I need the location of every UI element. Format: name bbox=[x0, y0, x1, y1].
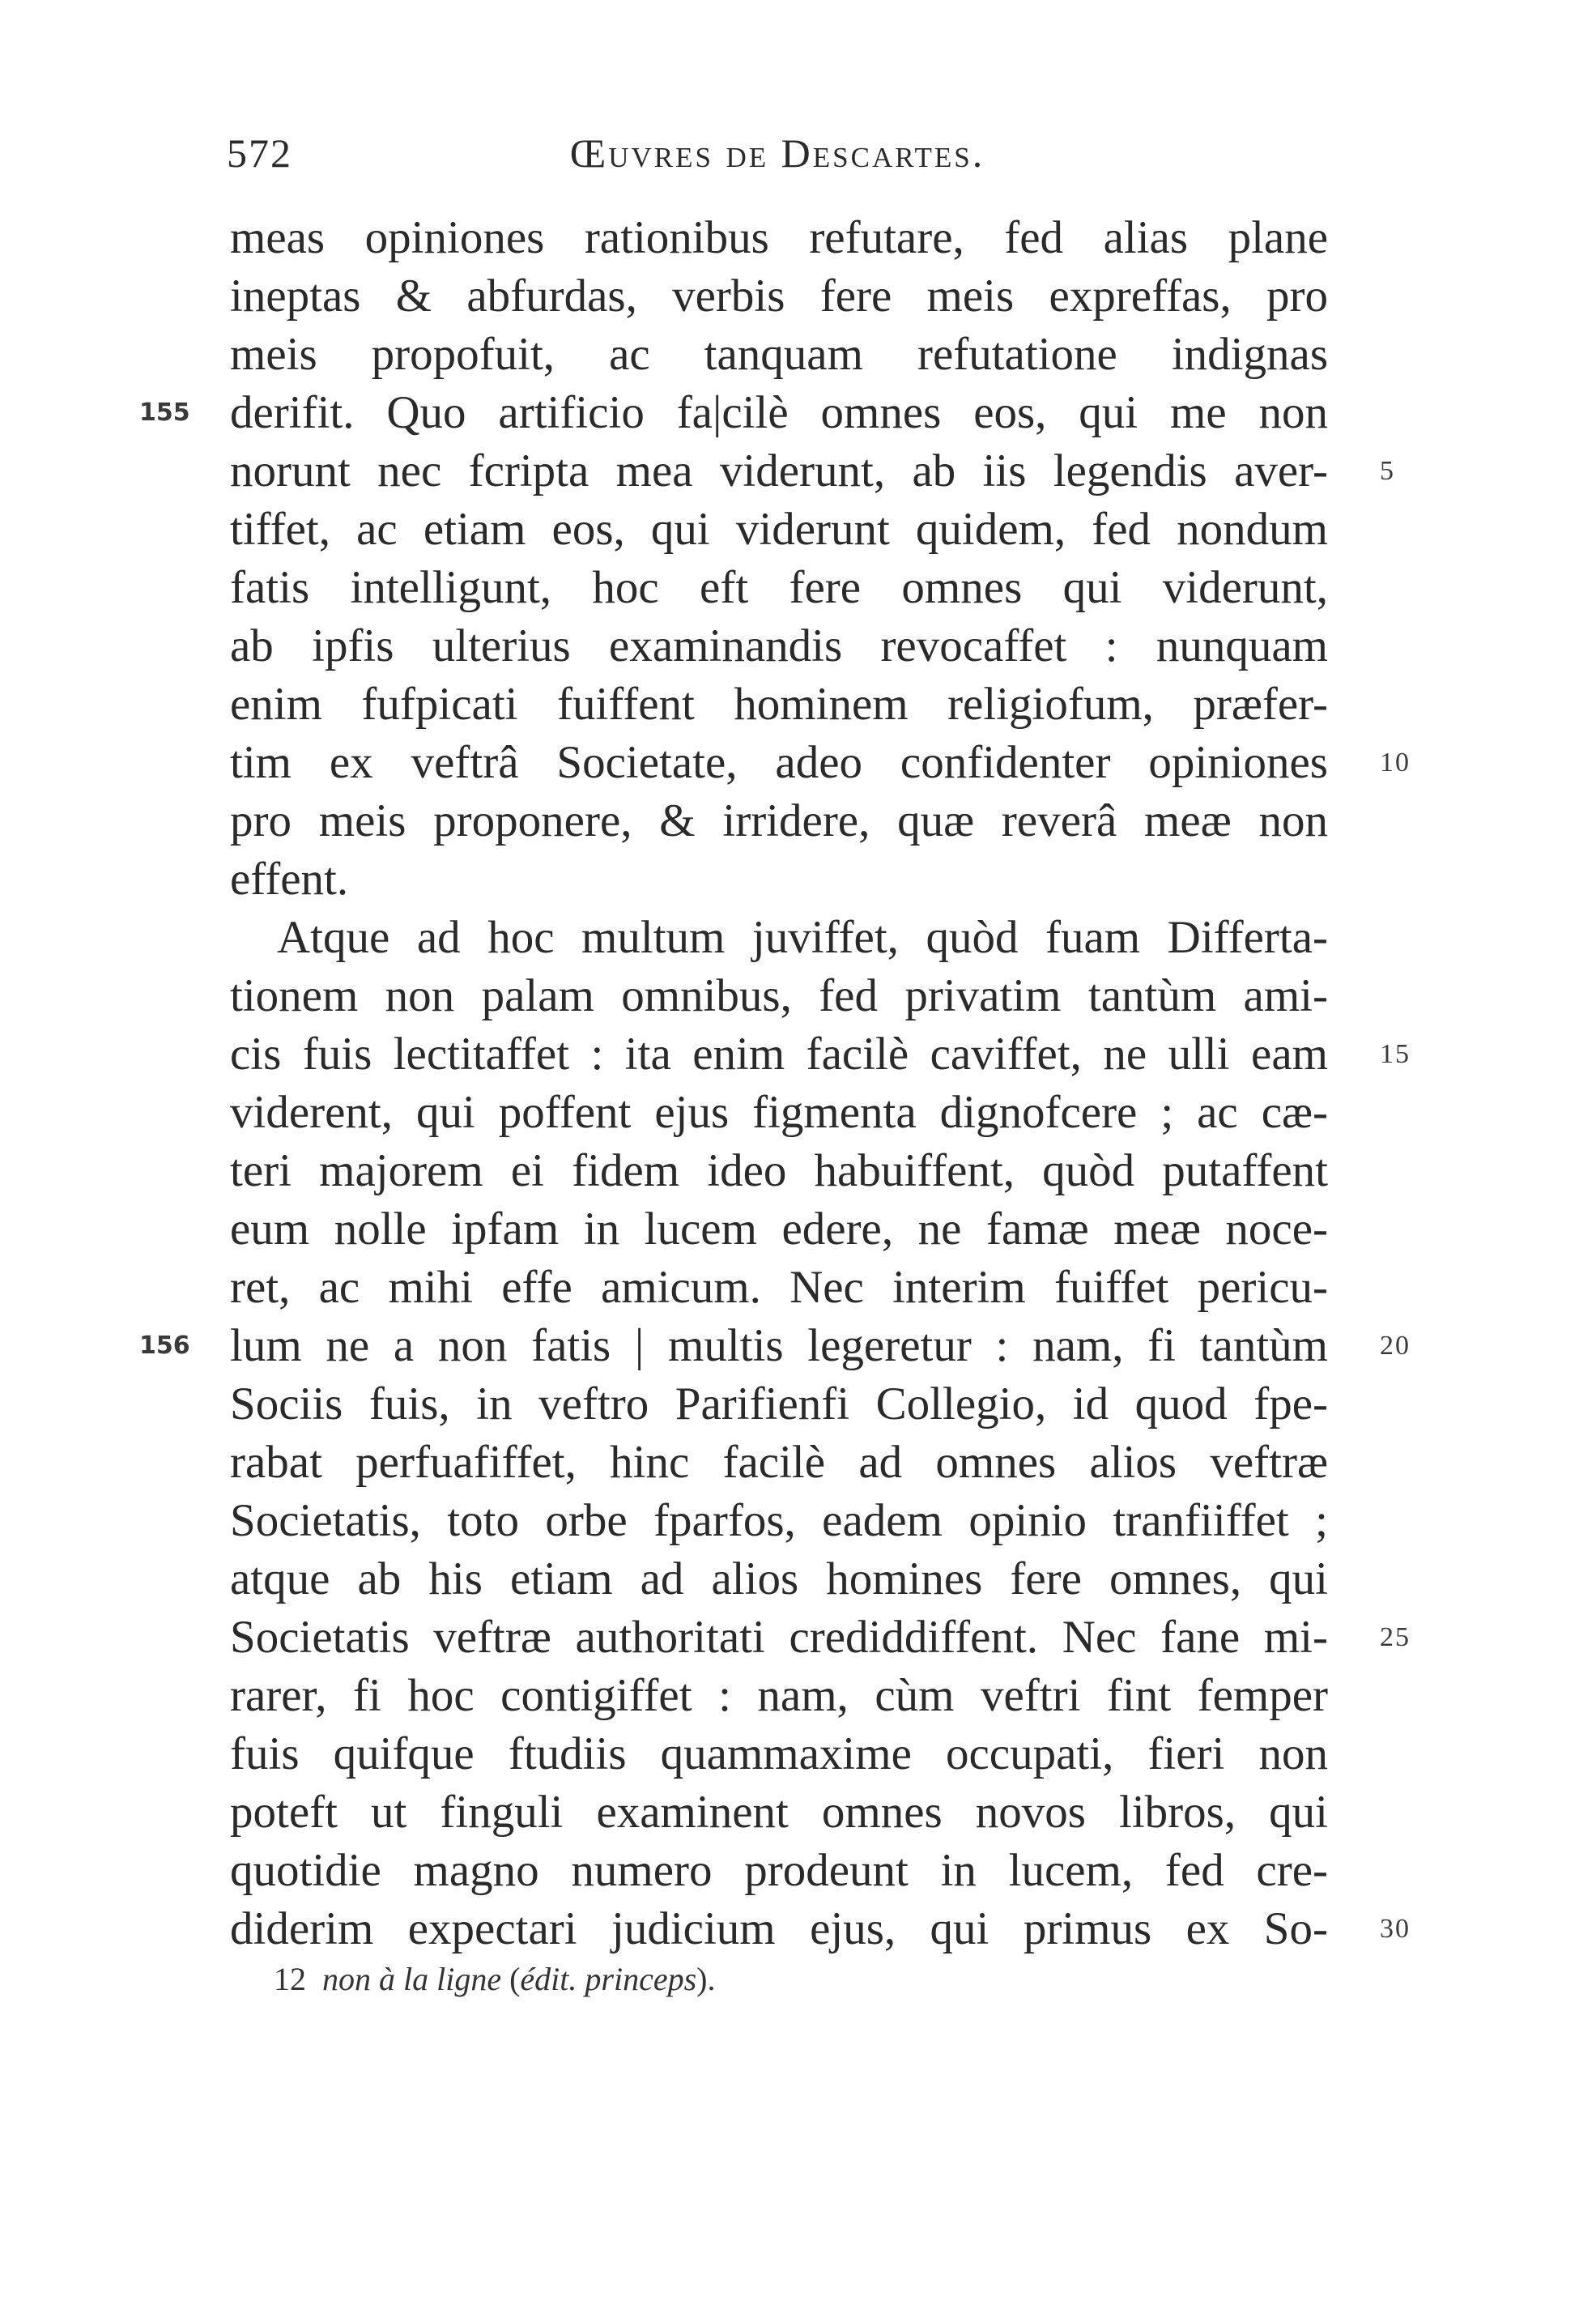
text-line bbox=[230, 909, 1328, 967]
text-line bbox=[230, 1550, 1328, 1608]
line-number: 25 bbox=[1380, 1622, 1411, 1652]
line-text: ret, ac mihi effe amicum. Nec interim fuiffet pericu- bbox=[230, 1262, 1328, 1313]
text-line bbox=[230, 617, 1328, 675]
line-number: 20 bbox=[1380, 1331, 1411, 1361]
text-line bbox=[230, 1434, 1328, 1492]
text-line bbox=[230, 1084, 1328, 1142]
line-text: viderent, qui poffent ejus figmenta dignofcere ; ac cæ- bbox=[230, 1087, 1328, 1138]
line-text: Sociis fuis, in veftro Parifienfi Collegio, id quod fpe- bbox=[230, 1378, 1328, 1429]
text-line bbox=[230, 675, 1328, 734]
line-text: fuis quifque ftudiis quammaxime occupati, fieri non bbox=[230, 1728, 1328, 1779]
line-text: meis propofuit, ac tanquam refutatione indignas bbox=[230, 329, 1328, 380]
line-text: rarer, fi hoc contigiffet : nam, cùm veftri fint femper bbox=[230, 1670, 1328, 1721]
line-number: 15 bbox=[1380, 1039, 1411, 1069]
line-text: tiffet, ac etiam eos, qui viderunt quidem, fed nondum bbox=[230, 504, 1328, 555]
line-text: meas opiniones rationibus refutare, fed alias plane bbox=[230, 212, 1328, 263]
line-text: rabat perfuafiffet, hinc facilè ad omnes alios veftræ bbox=[230, 1437, 1328, 1488]
footnote-paren-close: ). bbox=[696, 1961, 716, 1997]
line-text: Societatis veftræ authoritati crediddiffent. Nec fane mi- bbox=[230, 1612, 1328, 1663]
text-line bbox=[230, 1375, 1328, 1434]
text-line bbox=[230, 1783, 1328, 1842]
line-text: pro meis proponere, & irridere, quæ reverâ meæ non bbox=[230, 795, 1328, 846]
footnote-paren-open: ( bbox=[509, 1961, 521, 1997]
text-line bbox=[230, 792, 1328, 850]
text-line bbox=[230, 209, 1328, 267]
text-line bbox=[230, 1900, 1411, 1958]
text-line bbox=[230, 267, 1328, 326]
line-text: tionem non palam omnibus, fed privatim tantùm ami- bbox=[230, 970, 1328, 1021]
line-text: Atque ad hoc multum juviffet, quòd fuam Differta- bbox=[277, 912, 1328, 963]
page-header bbox=[227, 130, 1328, 186]
footnote-text: non à la ligne bbox=[322, 1961, 502, 1997]
line-text: lum ne a non fatis | multis legeretur : nam, fi tantùm bbox=[230, 1320, 1328, 1371]
line-text: poteft ut finguli examinent omnes novos libros, qui bbox=[230, 1787, 1328, 1838]
footnote-number: 12 bbox=[274, 1961, 306, 1997]
text-line bbox=[230, 1200, 1328, 1259]
text-line bbox=[230, 1142, 1328, 1200]
text-line bbox=[230, 501, 1328, 559]
original-page-marker: 155 bbox=[139, 398, 190, 427]
body-text bbox=[139, 209, 1411, 1958]
running-title: Œuvres de Descartes. bbox=[569, 130, 985, 176]
line-text: fatis intelligunt, hoc eft fere omnes qui viderunt, bbox=[230, 562, 1328, 613]
line-text: Societatis, toto orbe fparfos, eadem opinio tranfiiffet ; bbox=[230, 1495, 1328, 1546]
text-line bbox=[139, 1317, 1411, 1375]
line-text: cis fuis lectitaffet : ita enim facilè caviffet, ne ulli eam bbox=[230, 1029, 1328, 1080]
original-page-marker: 156 bbox=[139, 1331, 190, 1360]
text-line bbox=[230, 1025, 1411, 1084]
line-number: 5 bbox=[1380, 456, 1395, 486]
text-line bbox=[230, 1725, 1328, 1783]
line-number: 10 bbox=[1380, 748, 1411, 778]
text-line bbox=[230, 1259, 1328, 1317]
page-number: 572 bbox=[227, 130, 292, 176]
line-text: tim ex veftrâ Societate, adeo confidenter opiniones bbox=[230, 737, 1328, 788]
text-line bbox=[230, 1492, 1328, 1550]
text-line bbox=[230, 850, 1328, 909]
line-text: effent. bbox=[230, 854, 349, 905]
line-text: ineptas & abfurdas, verbis fere meis expreffas, pro bbox=[230, 271, 1328, 322]
line-text: norunt nec fcripta mea viderunt, ab iis legendis aver- bbox=[230, 445, 1328, 496]
text-line bbox=[230, 1608, 1411, 1667]
text-line bbox=[230, 559, 1328, 617]
text-line bbox=[230, 326, 1328, 384]
text-line bbox=[230, 967, 1328, 1025]
text-line bbox=[139, 384, 1328, 442]
text-line bbox=[230, 442, 1395, 501]
text-line bbox=[230, 734, 1411, 792]
text-line bbox=[230, 1842, 1328, 1900]
line-text: enim fufpicati fuiffent hominem religiofum, præfer- bbox=[230, 679, 1328, 730]
line-text: atque ab his etiam ad alios homines fere omnes, qui bbox=[230, 1553, 1328, 1604]
line-text: diderim expectari judicium ejus, qui primus ex So- bbox=[230, 1903, 1328, 1954]
line-number: 30 bbox=[1380, 1914, 1411, 1944]
line-text: ab ipfis ulterius examinandis revocaffet : nunquam bbox=[230, 620, 1328, 671]
line-text: eum nolle ipfam in lucem edere, ne famæ meæ noce- bbox=[230, 1204, 1328, 1255]
line-text: teri majorem ei fidem ideo habuiffent, quòd putaffent bbox=[230, 1145, 1328, 1196]
footnote-edition: édit. princeps bbox=[520, 1961, 697, 1997]
line-text: quotidie magno numero prodeunt in lucem, fed cre- bbox=[230, 1845, 1328, 1896]
line-text: derifit. Quo artificio fa|cilè omnes eos, qui me non bbox=[230, 387, 1328, 438]
footnote bbox=[274, 1960, 715, 1998]
text-line bbox=[230, 1667, 1328, 1725]
